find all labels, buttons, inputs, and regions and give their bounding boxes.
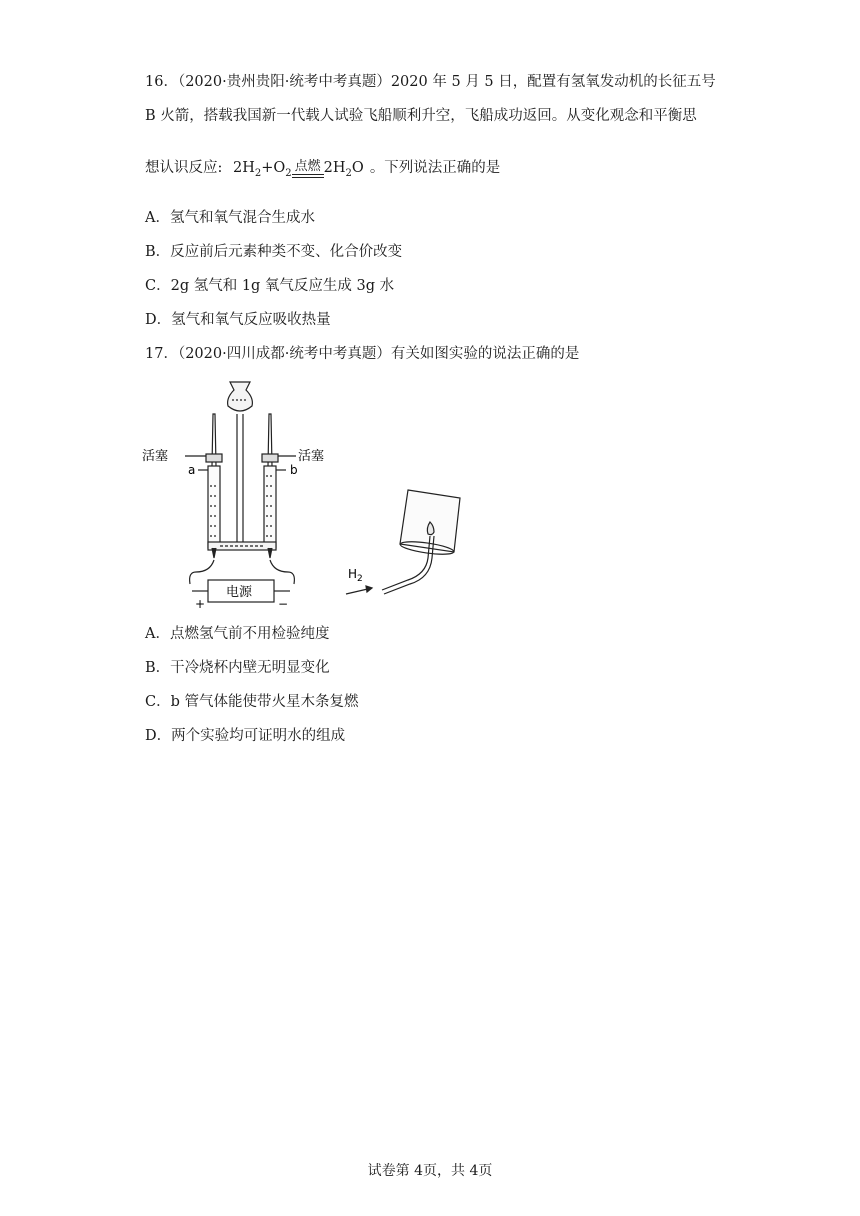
q17-option-a[interactable]: A．点燃氢气前不用检验纯度 [145,626,330,642]
gas-label: H [348,567,358,581]
q17-option-b[interactable]: B．干冷烧杯内壁无明显变化 [145,660,330,676]
eq-water-h: 2H [323,160,346,176]
gas-sub: 2 [357,574,363,584]
power-supply-label: 电源 [226,585,253,600]
q16-option-d[interactable]: D．氢气和氧气反应吸收热量 [145,312,331,328]
tube-b-label: b [290,463,298,477]
chemical-equation [233,158,364,184]
eq-sub: 2 [254,167,262,179]
positive-terminal-label: + [195,597,206,611]
q17-stem: 17．（2020·四川成都·统考中考真题）有关如图实验的说法正确的是 [145,346,580,362]
eq-sub: 2 [345,167,352,179]
left-valve-label: 活塞 [142,449,169,464]
q16-option-b[interactable]: B．反应前后元素种类不变、化合价改变 [145,244,403,260]
q17-option-c[interactable]: C．b 管气体能使带火星木条复燃 [145,694,359,710]
tube-a-label: a [188,463,196,477]
q16-option-c[interactable]: C．2g 氢气和 1g 氧气反应生成 3g 水 [145,278,395,294]
q17-option-d[interactable]: D．两个实验均可证明水的组成 [145,728,346,744]
condition-label: 点燃 [294,158,321,174]
eq-hydrogen: 2H [233,160,255,176]
reaction-condition [292,158,324,184]
page-footer: 试卷第 4页，共 4页 [367,1163,493,1179]
electrolysis-apparatus-figure [140,376,325,612]
negative-terminal-label: − [278,597,289,611]
right-valve-label: 活塞 [298,449,325,464]
q16-stem-line3 [145,158,500,184]
hydrogen-combustion-figure [342,482,472,602]
q16-stem-suffix: 。下列说法正确的是 [369,160,501,176]
eq-sub: 2 [285,167,292,179]
q16-stem-prefix: 想认识反应: [145,160,227,176]
hydrogen-gas-label [348,567,363,584]
eq-water-o: O [351,160,364,176]
eq-oxygen: +O [261,160,286,176]
q16-option-a[interactable]: A．氢气和氧气混合生成水 [145,210,315,226]
q16-stem-line2: B 火箭，搭载我国新一代载人试验飞船顺利升空，飞船成功返回。从变化观念和平衡思 [145,108,697,124]
q16-stem-line1: 16．（2020·贵州贵阳·统考中考真题）2020 年 5 月 5 日，配置有氢氧发动机的长征五号 [145,74,716,90]
